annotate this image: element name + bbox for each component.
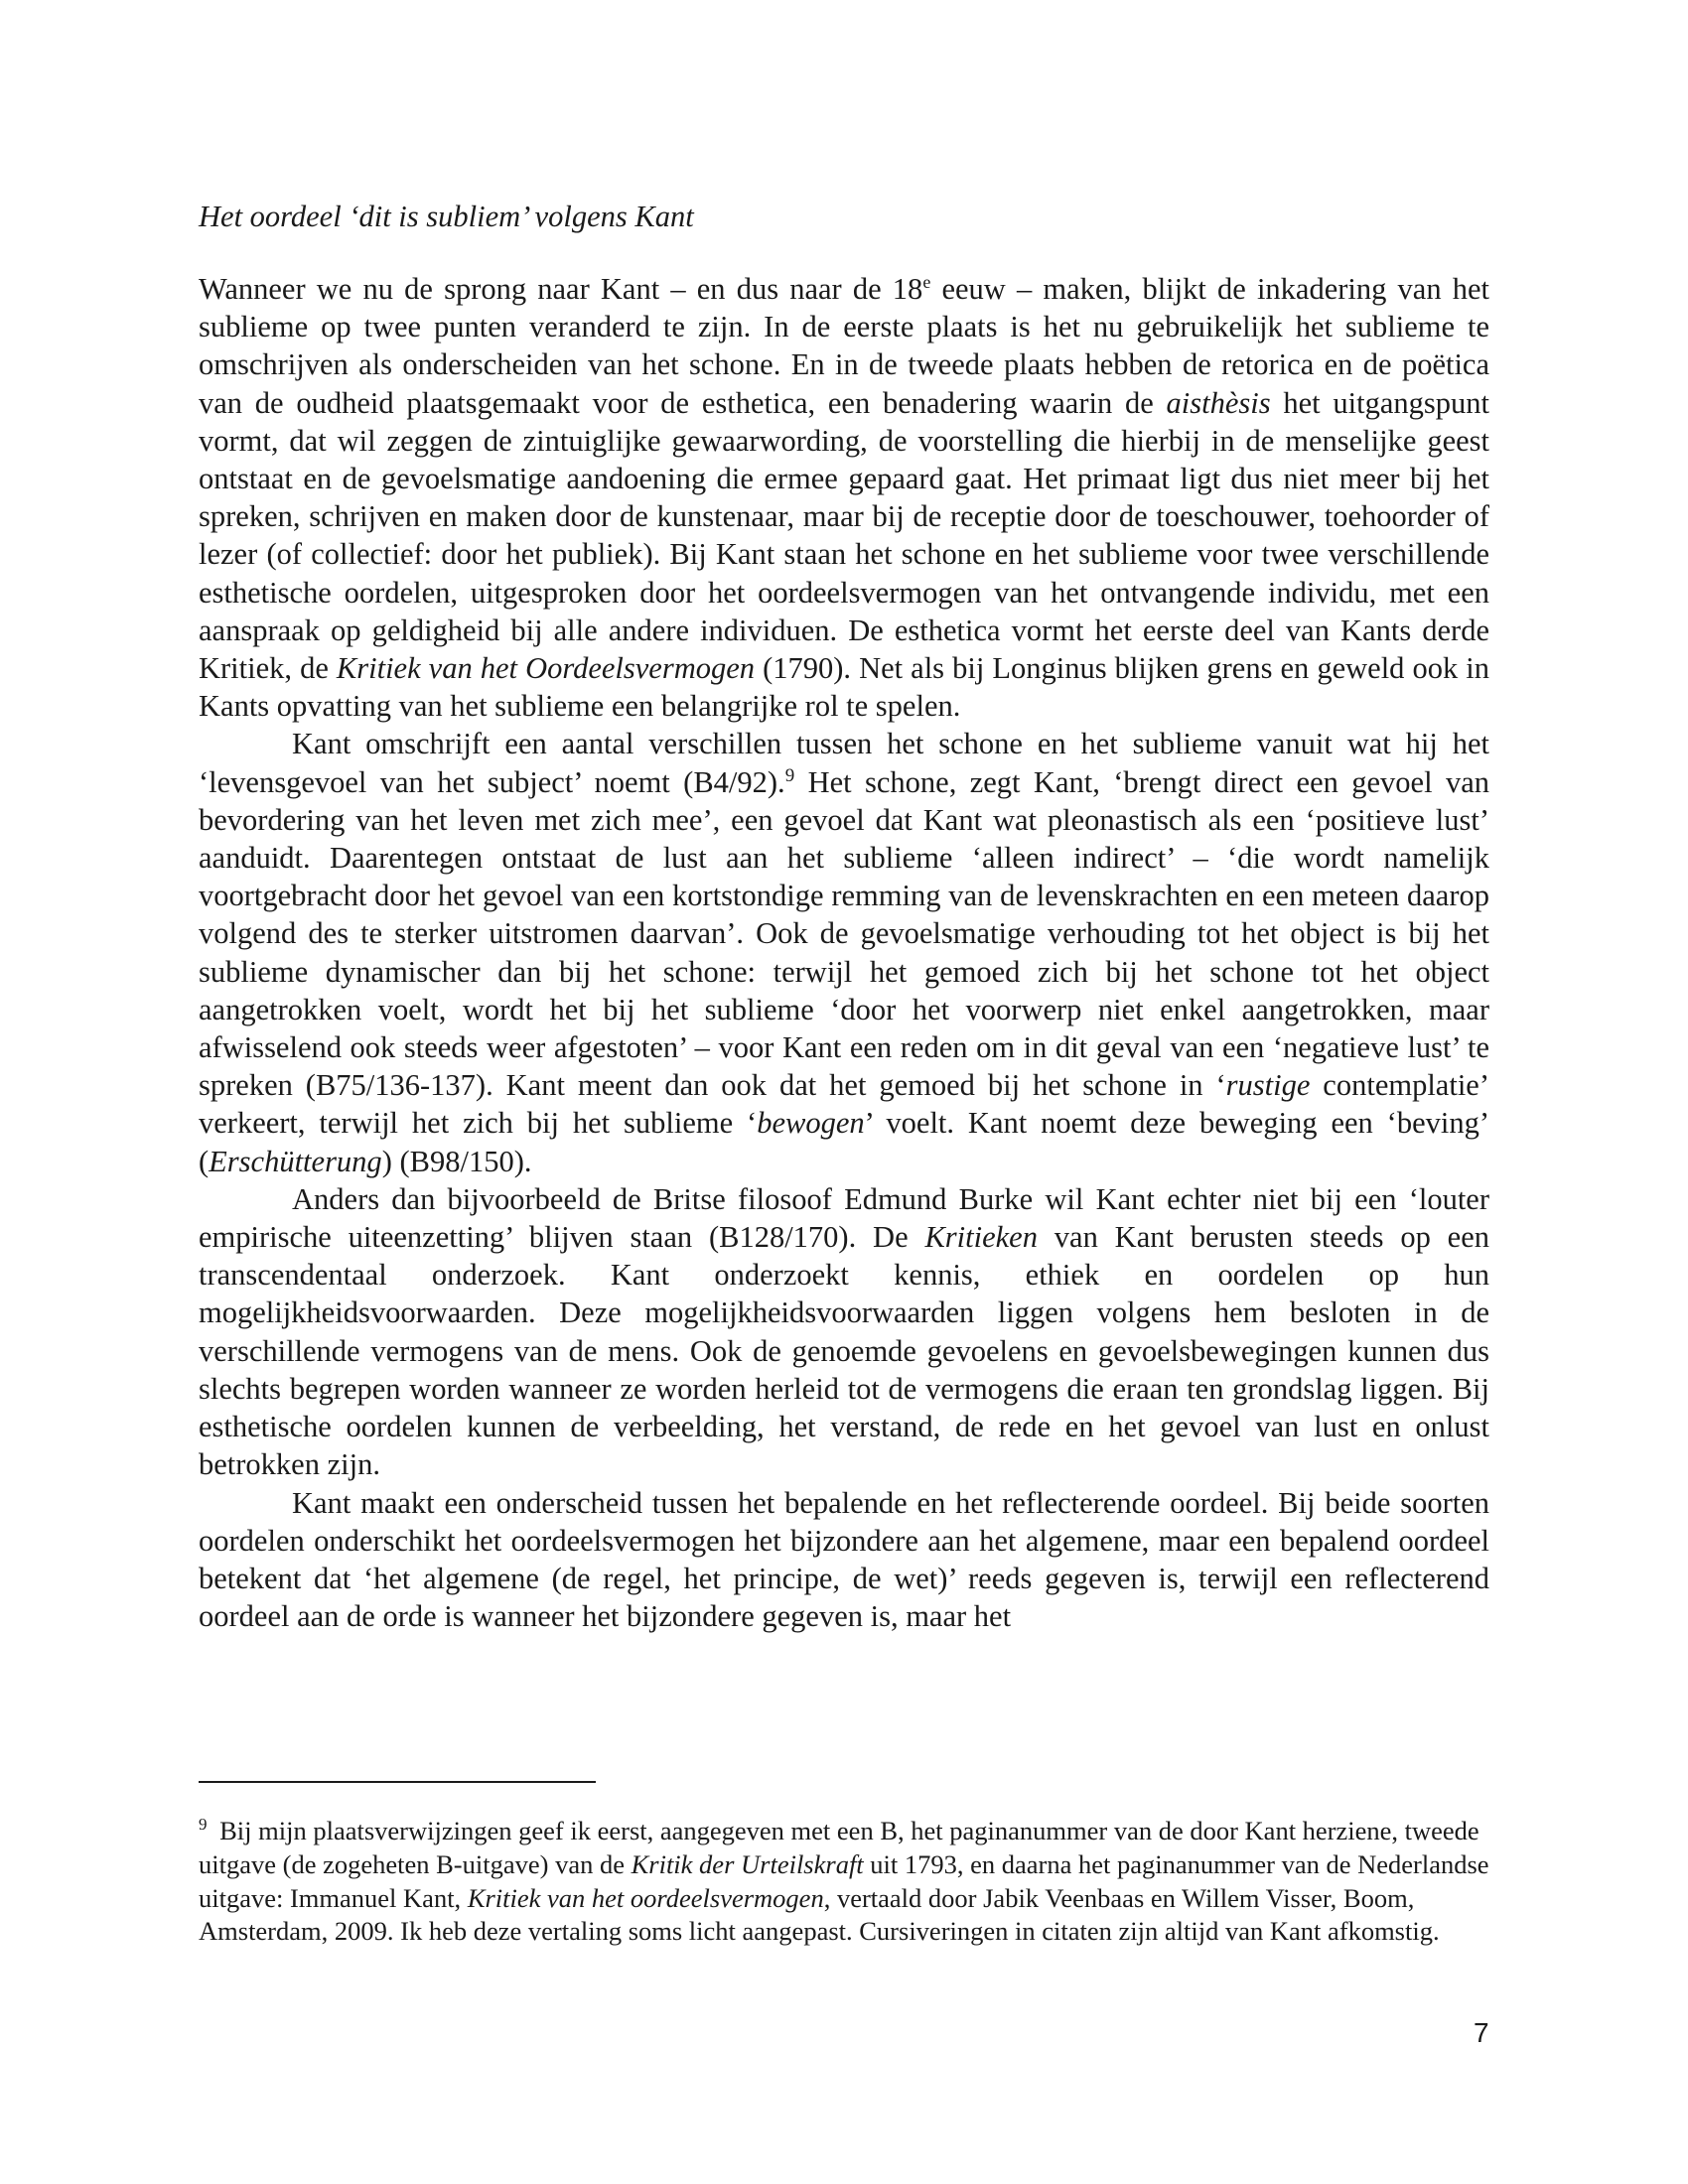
italic-text: Kritiek van het oordeelsvermogen bbox=[467, 1882, 824, 1913]
text-run: , vertaald door Jabik Veenbaas en Willem Visser, Boom, Amsterdam, 2009. Ik heb deze vertaling soms licht aangepast. Cursiveringen in citaten zijn altijd van Kant afkomstig. bbox=[199, 1882, 1440, 1947]
body-text bbox=[199, 270, 1489, 1635]
footnote-separator bbox=[199, 1781, 596, 1783]
section-heading: Het oordeel ‘dit is subliem’ volgens Kant bbox=[199, 200, 694, 233]
text-run: Wanneer we nu de sprong naar Kant – en dus naar de 18 bbox=[199, 272, 923, 306]
italic-text: Erschütterung bbox=[209, 1144, 382, 1178]
text-run: eeuw – maken, blijkt de inkadering van het sublieme op twee punten veranderd te zijn. In de eerste plaats is het nu gebruikelijk het sublieme te omschrijven als onderscheiden van het schone. En in de tweede plaats hebben de retorica en de poëtica van de oudheid plaatsgemaakt voor de esthetica, een benadering waarin de bbox=[199, 272, 1489, 420]
paragraph bbox=[199, 725, 1489, 1179]
italic-text: Kritik der Urteilskraft bbox=[631, 1848, 864, 1879]
text-run: van Kant berusten steeds op een transcendentaal onderzoek. Kant onderzoekt kennis, ethiek en oordelen op hun mogelijkheidsvoorwaarden. Deze mogelijkheidsvoorwaarden liggen volgens hem besloten in de verschillende vermogens van de mens. Ook de genoemde gevoelens en gevoelsbewegingen kunnen dus slechts begrepen worden wanneer ze worden herleid tot de vermogens die eraan ten grondslag liggen. Bij esthetische oordelen kunnen de verbeelding, het verstand, de rede en het gevoel van lust en onlust betrokken zijn. bbox=[199, 1220, 1489, 1482]
footnote bbox=[199, 1815, 1489, 1949]
text-run: ) (B98/150). bbox=[381, 1144, 532, 1178]
text-run: uit 1793, en daarna het paginanummer van de Nederlandse uitgave: Immanuel Kant, bbox=[199, 1848, 1489, 1913]
italic-text: rustige bbox=[1225, 1068, 1311, 1103]
page-number: 7 bbox=[1474, 2017, 1489, 2048]
text-run: (1790). Net als bij Longinus blijken grens en geweld ook in Kants opvatting van het sublieme een belangrijke rol te spelen. bbox=[199, 651, 1489, 724]
italic-text: Kritieken bbox=[924, 1220, 1038, 1255]
italic-text: bewogen bbox=[757, 1106, 865, 1141]
paragraph bbox=[199, 1484, 1489, 1636]
text-run: het uitgangspunt vormt, dat wil zeggen de zintuiglijke gewaarwording, de voorstelling die hierbij in de menselijke geest ontstaat en de gevoelsmatige aandoening die ermee gepaard gaat. Het primaat ligt dus niet meer bij het spreken, schrijven en maken door de kunstenaar, maar bij de receptie door de toeschouwer, toehoorder of lezer (of collectief: door het publiek). Bij Kant staan het schone en het sublieme voor twee verschillende esthetische oordelen, uitgesproken door het oordeelsvermogen van het ontvangende individu, met een aanspraak op geldigheid bij alle andere individuen. De esthetica vormt het eerste deel van Kants derde Kritiek, de bbox=[199, 385, 1489, 686]
text-run: Kant omschrijft een aantal verschillen tussen het schone en het sublieme vanuit wat hij het ‘levensgevoel van het subject’ noemt (B4/92). bbox=[199, 727, 1489, 799]
ordinal-superscript: e bbox=[922, 271, 931, 292]
text-run: Kant maakt een onderscheid tussen het bepalende en het reflecterende oordeel. Bij beide soorten oordelen onderschikt het oordeelsvermogen het bijzondere aan het algemene, maar een bepalend oordeel betekent dat ‘het algemene (de regel, het principe, de wet)’ reeds gegeven is, terwijl een reflecterend oordeel aan de orde is wanneer het bijzondere gegeven is, maar het bbox=[199, 1485, 1489, 1634]
text-run: Anders dan bijvoorbeeld de Britse filosoof Edmund Burke wil Kant echter niet bij een ‘louter empirische uiteenzetting’ blijven staan (B128/170). De bbox=[199, 1181, 1489, 1255]
text-run: Het schone, zegt Kant, ‘brengt direct een gevoel van bevordering van het leven met zich mee’, een gevoel dat Kant wat pleonastisch als een ‘positieve lust’ aanduidt. Daarentegen ontstaat de lust aan het sublieme ‘alleen indirect’ – ‘die wordt namelijk voortgebracht door het gevoel van een kortstondige remming van de levenskrachten en een meteen daarop volgend des te sterker uitstromen daarvan’. Ook de gevoelsmatige verhouding tot het object is bij het sublieme dynamischer dan bij het schone: terwijl het gemoed zich bij het schone tot het object aangetrokken voelt, wordt het bij het sublieme ‘door het voorwerp niet enkel aangetrokken, maar afwisselend ook steeds weer afgestoten’ – voor Kant een reden om in dit geval van een ‘negatieve lust’ te spreken (B75/136-137). Kant meent dan ook dat het gemoed bij het schone in ‘ bbox=[199, 764, 1489, 1103]
text-run: Bij mijn plaatsverwijzingen geef ik eerst, aangegeven met een B, het paginanummer van de door Kant herziene, tweede uitgave (de zogeheten B-uitgave) van de bbox=[199, 1816, 1479, 1879]
text-run: contemplatie’ verkeert, terwijl het zich bij het sublieme ‘ bbox=[199, 1068, 1489, 1141]
paragraph bbox=[199, 270, 1489, 725]
italic-text: aisthèsis bbox=[1166, 385, 1271, 420]
footnote-reference: 9 bbox=[784, 764, 795, 786]
paragraph bbox=[199, 1180, 1489, 1484]
text-run: ’ voelt. Kant noemt deze beweging een ‘beving’ ( bbox=[199, 1106, 1489, 1178]
italic-text: Kritiek van het Oordeelsvermogen bbox=[336, 651, 756, 686]
footnote-number: 9 bbox=[199, 1815, 208, 1835]
